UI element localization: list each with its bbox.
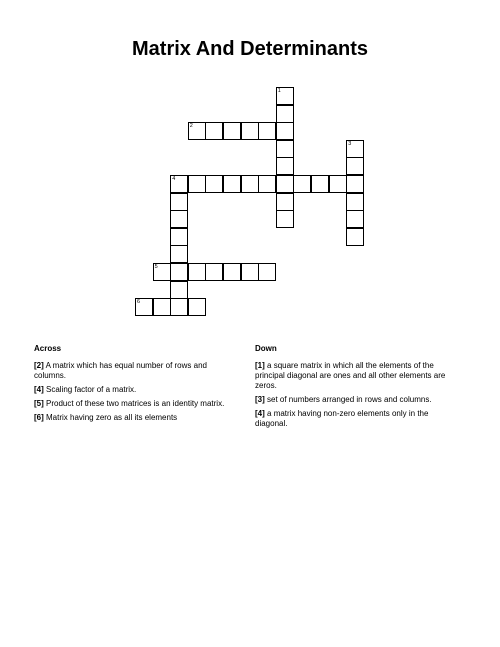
crossword-cell[interactable]	[346, 228, 364, 246]
across-clue	[34, 361, 234, 381]
crossword-cell[interactable]	[346, 157, 364, 175]
crossword-cell[interactable]	[276, 193, 294, 211]
clue-text: Scaling factor of a matrix.	[46, 385, 137, 394]
clue-number: [1]	[255, 361, 265, 370]
down-clue	[255, 395, 455, 405]
crossword-cell[interactable]	[153, 298, 171, 316]
crossword-cell[interactable]	[346, 175, 364, 193]
crossword-cell[interactable]	[170, 228, 188, 246]
crossword-cell[interactable]	[188, 122, 206, 140]
across-heading: Across	[34, 344, 62, 353]
clue-text: Matrix having zero as all its elements	[46, 413, 178, 422]
crossword-cell[interactable]	[188, 263, 206, 281]
cell-number: 5	[154, 264, 158, 270]
down-clues	[255, 344, 455, 433]
cell-number: 4	[172, 176, 176, 182]
crossword-cell[interactable]	[276, 122, 294, 140]
crossword-cell[interactable]	[276, 210, 294, 228]
crossword-cell[interactable]	[205, 122, 223, 140]
crossword-cell[interactable]	[346, 193, 364, 211]
down-clue	[255, 361, 455, 391]
down-heading: Down	[255, 344, 277, 353]
clue-text: set of numbers arranged in rows and columns.	[267, 395, 432, 404]
cell-number: 2	[189, 123, 193, 130]
crossword-cell[interactable]	[329, 175, 347, 193]
crossword-cell[interactable]	[170, 193, 188, 211]
across-clues	[34, 344, 234, 427]
clue-number: [4]	[34, 385, 44, 394]
clue-number: [3]	[255, 395, 265, 404]
clue-text: A matrix which has equal number of rows and columns.	[34, 361, 207, 380]
crossword-cell[interactable]	[170, 175, 188, 193]
crossword-cell[interactable]	[276, 87, 294, 105]
crossword-cell[interactable]	[276, 140, 294, 158]
crossword-cell[interactable]	[170, 281, 188, 299]
crossword-cell[interactable]	[205, 263, 223, 281]
across-clue	[34, 385, 234, 395]
cell-number: 1	[277, 88, 281, 94]
crossword-cell[interactable]	[170, 263, 188, 281]
crossword-cell[interactable]	[276, 157, 294, 175]
crossword-cell[interactable]	[241, 122, 259, 140]
crossword-cell[interactable]	[293, 175, 311, 193]
crossword-cell[interactable]	[170, 298, 188, 316]
crossword-cell[interactable]	[346, 140, 364, 158]
cell-number: 6	[137, 299, 141, 306]
crossword-cell[interactable]	[223, 263, 241, 281]
crossword-cell[interactable]	[205, 175, 223, 193]
crossword-cell[interactable]	[311, 175, 329, 193]
crossword-cell[interactable]	[188, 175, 206, 193]
across-clue	[34, 413, 234, 423]
crossword-cell[interactable]	[258, 175, 276, 193]
crossword-cell[interactable]	[188, 298, 206, 316]
crossword-cell[interactable]	[258, 263, 276, 281]
clue-text: a square matrix in which all the elements of the principal diagonal are ones and all other elements are zeros.	[255, 361, 446, 390]
clue-number: [6]	[34, 413, 44, 422]
crossword-cell[interactable]	[153, 263, 171, 281]
clue-number: [2]	[34, 361, 44, 370]
crossword-cell[interactable]	[258, 122, 276, 140]
crossword-cell[interactable]	[276, 175, 294, 193]
clue-number: [5]	[34, 399, 44, 408]
crossword-cell[interactable]	[135, 298, 153, 316]
cell-number: 3	[348, 140, 352, 147]
clue-number: [4]	[255, 409, 265, 418]
crossword-cell[interactable]	[223, 175, 241, 193]
crossword-cell[interactable]	[276, 105, 294, 123]
crossword-cell[interactable]	[241, 175, 259, 193]
across-clue	[34, 399, 234, 409]
crossword-cell[interactable]	[346, 210, 364, 228]
down-clue	[255, 409, 455, 429]
clue-text: a matrix having non-zero elements only in the diagonal.	[255, 409, 429, 428]
crossword-cell[interactable]	[223, 122, 241, 140]
crossword-cell[interactable]	[170, 210, 188, 228]
crossword-cell[interactable]	[170, 245, 188, 263]
clue-text: Product of these two matrices is an identity matrix.	[46, 399, 225, 408]
page-title: Matrix And Determinants	[132, 38, 368, 60]
crossword-cell[interactable]	[241, 263, 259, 281]
